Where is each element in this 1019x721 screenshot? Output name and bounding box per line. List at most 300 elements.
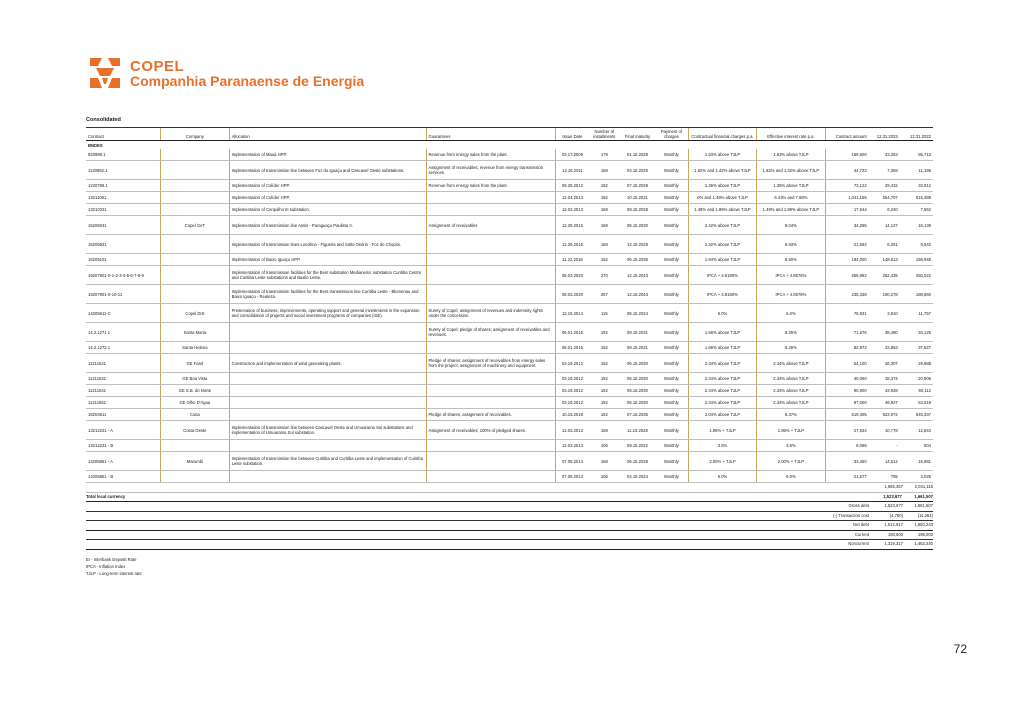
company-cell	[161, 266, 229, 285]
balance-2023-cell: 14,127	[869, 216, 900, 235]
allocation-cell: Preservation of business, improvements, operating support and general investments in the expansion and consolidation of projects and social investment programs of companies (ISE).	[229, 304, 426, 323]
guarantees-cell: Pledge of shares; assignment of receivables.	[426, 409, 556, 421]
balance-2022-cell: 11,757	[900, 304, 933, 323]
allocation-cell: Implementation of transmission line between Foz do Iguaçu and Cascavel Oeste substations.	[229, 161, 426, 180]
contractual-charges-cell: 6.0%	[688, 471, 756, 483]
installments-cell: 192	[589, 373, 620, 385]
subtotal-2022: 2,041,116	[914, 484, 933, 489]
summary-2023: (4,760)	[889, 512, 903, 518]
allocation-cell: Implementation of transmission line between Curitiba and Curitiba Leste and implementation of Curitiba Leste substation.	[229, 452, 426, 471]
payment-cell: Monthly	[655, 180, 688, 192]
summary-label: Net debt	[853, 522, 869, 527]
balance-2022-cell: 16,981	[900, 452, 933, 471]
copel-logo	[88, 56, 365, 92]
company-cell: Copel GeT	[161, 216, 229, 235]
contract-amount-cell: 17,644	[825, 204, 869, 216]
contract-cell: 14205611-C	[86, 304, 161, 323]
allocation-cell: Implementation of Mauá HPP.	[229, 149, 426, 161]
contract-amount-cell: 27,634	[825, 421, 869, 440]
balance-2023-cell: 18,374	[869, 373, 900, 385]
guarantees-cell	[426, 373, 556, 385]
installments-cell: 192	[589, 397, 620, 409]
balance-2023-cell: 523,972	[869, 409, 900, 421]
installments-cell: 192	[589, 254, 620, 266]
balance-2023-cell: 33,863	[869, 342, 900, 354]
table-row	[86, 409, 933, 421]
company-cell: Santa Maria	[161, 323, 229, 342]
final-maturity-cell: 08.15.2028	[620, 204, 655, 216]
guarantees-cell	[426, 397, 556, 409]
guarantees-cell	[426, 285, 556, 304]
table-row	[86, 471, 933, 483]
section-row	[86, 141, 933, 150]
allocation-cell	[229, 471, 426, 483]
balance-2023-cell: 755	[869, 471, 900, 483]
issue-date-cell: 12.03.2013	[556, 204, 589, 216]
summary-label: Current	[855, 531, 869, 537]
header-payment-charges: Payment of charges	[655, 128, 688, 141]
payment-cell: Monthly	[655, 149, 688, 161]
final-maturity-cell: 06.15.2030	[620, 354, 655, 373]
final-maturity-cell: 08.15.2031	[620, 342, 655, 354]
header-issue-date: Issue Date	[556, 128, 589, 141]
contract-amount-cell: 40,050	[825, 373, 869, 385]
contract-cell: 15205921	[86, 235, 161, 254]
payment-cell: Monthly	[655, 471, 688, 483]
issue-date-cell: 09.28.2012	[556, 180, 589, 192]
table-row	[86, 192, 933, 204]
final-maturity-cell: 04.15.2026	[620, 161, 655, 180]
effective-rate-cell: 2.34% above TJLP	[757, 397, 825, 409]
contract-amount-cell: 90,900	[825, 385, 869, 397]
table-row	[86, 149, 933, 161]
payment-cell: Monthly	[655, 397, 688, 409]
issue-date-cell: 12.03.2013	[556, 440, 589, 452]
table-row	[86, 254, 933, 266]
subtotal-row	[86, 483, 933, 493]
company-cell	[161, 440, 229, 452]
payment-cell: Monthly	[655, 161, 688, 180]
installments-cell: 106	[589, 440, 620, 452]
payment-cell: Monthly	[655, 323, 688, 342]
balance-2023-cell: 190,278	[869, 285, 900, 304]
contract-cell: 14205851 - A	[86, 452, 161, 471]
company-cell: GE Olho D'Água	[161, 397, 229, 409]
contract-cell: 14.2.1272.1	[86, 342, 161, 354]
contractual-charges-cell: 1.49% and 1.89% above TJLP	[688, 204, 756, 216]
company-cell: Santa Helena	[161, 342, 229, 354]
payment-cell: Monthly	[655, 354, 688, 373]
company-cell	[161, 235, 229, 254]
final-maturity-cell: 06.15.2029	[620, 452, 655, 471]
contractual-charges-cell: 1.66% above TJLP	[688, 342, 756, 354]
total-2023: 1,523,677	[883, 493, 902, 499]
final-maturity-cell: 06.15.2030	[620, 385, 655, 397]
summary-2022: (11,264)	[917, 512, 933, 518]
summary-2022: 1,452,240	[914, 541, 933, 546]
allocation-cell: Implementation of transmission line between Cascavel Oeste and Umuarama Sul substations and implementation of Umuarama Sul substation.	[229, 421, 426, 440]
issue-date-cell: 08.03.2020	[556, 266, 589, 285]
balance-2023-cell: 29,432	[869, 180, 900, 192]
table-row	[86, 285, 933, 304]
contract-amount-cell: 21,584	[825, 235, 869, 254]
balance-2023-cell: 262,435	[869, 266, 900, 285]
summary-row	[86, 502, 933, 512]
table-row	[86, 204, 933, 216]
header-installments: Number of installments	[589, 128, 620, 141]
contract-amount-cell: 75,931	[825, 304, 869, 323]
table-row	[86, 323, 933, 342]
final-maturity-cell: 07.15.2035	[620, 409, 655, 421]
summary-2023: 1,512,917	[884, 522, 903, 527]
payment-cell: Monthly	[655, 440, 688, 452]
allocation-cell: Implementation of Colíder HPP.	[229, 180, 426, 192]
bndes-loans-table	[86, 128, 933, 483]
final-maturity-cell: 01.15.2028	[620, 149, 655, 161]
payment-cell: Monthly	[655, 192, 688, 204]
guarantees-cell: Assignment of receivables; 100% of pledged shares.	[426, 421, 556, 440]
contractual-charges-cell: 1.63% above TJLP	[688, 149, 756, 161]
contractual-charges-cell: 2.00% + TJLP	[688, 452, 756, 471]
company-cell	[161, 161, 229, 180]
balance-2022-cell: 53,519	[900, 397, 933, 409]
table-body	[86, 141, 933, 483]
effective-rate-cell: 2.34% above TJLP	[757, 385, 825, 397]
balance-2023-cell: 38,490	[869, 323, 900, 342]
guarantees-cell	[426, 254, 556, 266]
allocation-cell: Implementation of transmission lines Londrina - Figueira and Salto Osório - Foz do Chopim.	[229, 235, 426, 254]
issue-date-cell: 03.17.2009	[556, 149, 589, 161]
installments-cell: 168	[589, 235, 620, 254]
table-row	[86, 304, 933, 323]
section-label: BNDES	[88, 142, 103, 148]
guarantees-cell: Assignment of receivables	[426, 216, 556, 235]
summary-2023: 193,600	[887, 531, 903, 537]
contract-amount-cell: 9,086	[825, 440, 869, 452]
balance-2023-cell: 10,778	[869, 421, 900, 440]
balance-2023-cell: 7,369	[869, 161, 900, 180]
contractual-charges-cell: 1.66% above TJLP	[688, 323, 756, 342]
guarantees-cell	[426, 440, 556, 452]
subtotal-2023: 1,655,367	[884, 484, 903, 489]
balance-2022-cell: 188,860	[900, 285, 933, 304]
header-contract: Contract	[86, 128, 161, 141]
table-row	[86, 161, 933, 180]
payment-cell: Monthly	[655, 204, 688, 216]
company-cell: Marumbi	[161, 452, 229, 471]
installments-cell: 270	[589, 266, 620, 285]
company-cell: GE S.B. do Norte	[161, 385, 229, 397]
final-maturity-cell: 06.15.2035	[620, 254, 655, 266]
contract-cell: 13211061	[86, 192, 161, 204]
contract-cell: 820989.1	[86, 149, 161, 161]
final-maturity-cell: 06.15.2030	[620, 216, 655, 235]
contractual-charges-cell: 2.34% above TJLP	[688, 373, 756, 385]
contract-amount-cell: 34,265	[825, 216, 869, 235]
contract-amount-cell: 44,723	[825, 161, 869, 180]
balance-2022-cell: 37,627	[900, 342, 933, 354]
issue-date-cell: 06.01.2015	[556, 323, 589, 342]
installments-cell: 168	[589, 452, 620, 471]
payment-cell: Monthly	[655, 235, 688, 254]
company-cell: Costa Oeste	[161, 421, 229, 440]
company-cell: GE Boa Vista	[161, 373, 229, 385]
summary-row	[86, 512, 933, 522]
contract-amount-cell: 235,338	[825, 285, 869, 304]
issue-date-cell: 03.19.2012	[556, 373, 589, 385]
balance-2022-cell: 33,812	[900, 180, 933, 192]
balance-2022-cell: 3,026	[900, 471, 933, 483]
effective-rate-cell: 6.0%	[757, 304, 825, 323]
contractual-charges-cell: 2.32% above TJLP	[688, 235, 756, 254]
contract-amount-cell: 82,973	[825, 342, 869, 354]
installments-cell: 267	[589, 285, 620, 304]
header-effective-rate: Effective interest rate p.a.	[757, 128, 825, 141]
balance-2022-cell: 615,388	[900, 192, 933, 204]
final-maturity-cell: 09.15.2022	[620, 440, 655, 452]
balance-2022-cell: 545,337	[900, 409, 933, 421]
loans-table-sheet	[86, 117, 933, 577]
balance-2023-cell: 46,927	[869, 397, 900, 409]
contract-amount-cell: 73,122	[825, 180, 869, 192]
guarantees-cell: Revenue from energy sales from the plant.	[426, 149, 556, 161]
contractual-charges-cell: 2.34% above TJLP	[688, 385, 756, 397]
effective-rate-cell: 8.26%	[757, 323, 825, 342]
guarantees-cell	[426, 204, 556, 216]
effective-rate-cell: 6.0%	[757, 471, 825, 483]
payment-cell: Monthly	[655, 342, 688, 354]
header-final-maturity: Final maturity	[620, 128, 655, 141]
balance-2023-cell: 26,307	[869, 354, 900, 373]
issue-date-cell: 03.19.2012	[556, 385, 589, 397]
summary-2023: 1,523,677	[884, 503, 903, 508]
balance-2022-cell: 158,948	[900, 254, 933, 266]
header-allocation: Allocation	[229, 128, 426, 141]
allocation-cell: Implementation of transmission line Assis - Paraguaçu Paulista II.	[229, 216, 426, 235]
installments-cell: 192	[589, 323, 620, 342]
contract-amount-cell: 1,041,155	[825, 192, 869, 204]
header-2022: 12.31.2022	[900, 128, 933, 141]
final-maturity-cell: 11.15.2028	[620, 421, 655, 440]
totals-block	[86, 483, 933, 550]
effective-rate-cell: 2.34% above TJLP	[757, 373, 825, 385]
final-maturity-cell: 08.15.2031	[620, 323, 655, 342]
issue-date-cell: 03.19.2012	[556, 397, 589, 409]
summary-2022: 1,650,243	[914, 522, 933, 527]
payment-cell: Monthly	[655, 285, 688, 304]
effective-rate-cell: 8.37%	[757, 409, 825, 421]
balance-2022-cell: 11,186	[900, 161, 933, 180]
summary-row	[86, 521, 933, 531]
issue-date-cell: 03.19.2012	[556, 354, 589, 373]
payment-cell: Monthly	[655, 409, 688, 421]
balance-2022-cell: 9,542	[900, 235, 933, 254]
payment-cell: Monthly	[655, 373, 688, 385]
contract-amount-cell: 169,500	[825, 149, 869, 161]
company-cell	[161, 192, 229, 204]
table-title: Consolidated	[86, 117, 933, 128]
header-contractual-charges: Contractual financial charges p.a.	[688, 128, 756, 141]
balance-2022-cell: 12,843	[900, 421, 933, 440]
allocation-cell: Implementation of Cerquilho III substation.	[229, 204, 426, 216]
guarantees-cell	[426, 385, 556, 397]
balance-2023-cell: 6,240	[869, 204, 900, 216]
balance-2022-cell: 16,139	[900, 216, 933, 235]
header-guarantees: Guarantees	[426, 128, 556, 141]
final-maturity-cell: 07.15.2029	[620, 180, 655, 192]
installments-cell: 192	[589, 192, 620, 204]
contract-cell: 11211521	[86, 354, 161, 373]
summary-row	[86, 540, 933, 550]
guarantees-cell: Pledge of shares; assignment of receivables from energy sales from the project; assignment of machinery and equipment.	[426, 354, 556, 373]
issue-date-cell: 12.28.2015	[556, 235, 589, 254]
contractual-charges-cell: 2.42% above TJLP	[688, 216, 756, 235]
company-cell	[161, 204, 229, 216]
company-cell	[161, 254, 229, 266]
installments-cell: 192	[589, 354, 620, 373]
table-row	[86, 180, 933, 192]
contract-cell: 1220768.1	[86, 180, 161, 192]
issue-date-cell: 07.08.2014	[556, 471, 589, 483]
footnote-tjlp: TJLP - Long-term interest rate	[86, 570, 142, 576]
installments-cell: 168	[589, 216, 620, 235]
payment-cell: Monthly	[655, 304, 688, 323]
company-cell: Cutia	[161, 409, 229, 421]
table-row	[86, 452, 933, 471]
payment-cell: Monthly	[655, 385, 688, 397]
installments-cell: 168	[589, 421, 620, 440]
contract-amount-cell: 33,460	[825, 452, 869, 471]
installments-cell: 192	[589, 409, 620, 421]
final-maturity-cell: 06.15.2024	[620, 304, 655, 323]
effective-rate-cell: 1.49% and 1.89% above TJLP	[757, 204, 825, 216]
contractual-charges-cell: IPCA + 4.8180%	[688, 266, 756, 285]
balance-2023-cell: 43,263	[869, 149, 900, 161]
issue-date-cell: 12.28.2015	[556, 216, 589, 235]
balance-2023-cell: 14,512	[869, 452, 900, 471]
contract-cell: 13212221 - A	[86, 421, 161, 440]
table-row	[86, 385, 933, 397]
effective-rate-cell: 2.00% + TJLP	[757, 452, 825, 471]
balance-2022-cell: 504	[900, 440, 933, 452]
payment-cell: Monthly	[655, 421, 688, 440]
brand-full-name: Companhia Paranaense de Energia	[130, 73, 365, 89]
installments-cell: 106	[589, 471, 620, 483]
balance-2022-cell: 20,906	[900, 373, 933, 385]
brand-name: COPEL	[130, 58, 185, 75]
guarantees-cell: Assignment of receivables; revenue from energy transmission services.	[426, 161, 556, 180]
guarantees-cell	[426, 471, 556, 483]
table-row	[86, 216, 933, 235]
final-maturity-cell: 12.15.2043	[620, 266, 655, 285]
allocation-cell: Implementation of Baixo Iguaçu HPP.	[229, 254, 426, 266]
issue-date-cell: 06.01.2015	[556, 342, 589, 354]
allocation-cell: Implementation of transmission facilities for the Bent transmission line Curitiba Leste - Blumenau and Baixo Iguaçu - Realeza.	[229, 285, 426, 304]
effective-rate-cell: IPCA + 4.8578%	[757, 285, 825, 304]
contract-cell: 15206041	[86, 216, 161, 235]
final-maturity-cell: 04.15.2024	[620, 471, 655, 483]
contract-cell: 14.2.1271.1	[86, 323, 161, 342]
summary-label: Gross debt	[848, 503, 869, 508]
contractual-charges-cell: 2.34% above TJLP	[688, 354, 756, 373]
table-row	[86, 342, 933, 354]
contract-cell: 18205101	[86, 254, 161, 266]
effective-rate-cell: 6.43% and 7.68%	[757, 192, 825, 204]
effective-rate-cell: 2.34% above TJLP	[757, 354, 825, 373]
total-label: Total local currency	[86, 493, 126, 499]
issue-date-cell: 10.15.2018	[556, 409, 589, 421]
table-row	[86, 354, 933, 373]
installments-cell: 115	[589, 304, 620, 323]
effective-rate-cell: 1.82% and 1.42% above TJLP	[757, 161, 825, 180]
balance-2022-cell: 29,888	[900, 354, 933, 373]
company-cell	[161, 180, 229, 192]
footnote-ipca: IPCA - Inflation Index	[86, 563, 126, 569]
effective-rate-cell: 3.5%	[757, 440, 825, 452]
copel-logo-icon	[88, 56, 122, 90]
issue-date-cell: 12.03.2013	[556, 421, 589, 440]
balance-2023-cell: 3,910	[869, 304, 900, 323]
issue-date-cell: 12.16.2011	[556, 161, 589, 180]
issue-date-cell: 12.15.2014	[556, 304, 589, 323]
contract-cell: 11211531	[86, 373, 161, 385]
page-number: 72	[953, 642, 967, 656]
contract-cell: 11211551	[86, 397, 161, 409]
guarantees-cell: Revenue from energy sales from the plant.	[426, 180, 556, 192]
balance-2023-cell: 148,613	[869, 254, 900, 266]
allocation-cell	[229, 409, 426, 421]
payment-cell: Monthly	[655, 216, 688, 235]
contract-amount-cell: 97,000	[825, 397, 869, 409]
allocation-cell: Implementation of Colíder HPP.	[229, 192, 426, 204]
final-maturity-cell: 10.15.2031	[620, 192, 655, 204]
contract-cell: 13210331	[86, 204, 161, 216]
total-local-currency-row	[86, 493, 933, 503]
allocation-cell	[229, 342, 426, 354]
header-contract-amount: Contract amount	[825, 128, 869, 141]
table-row	[86, 421, 933, 440]
header-company: Company	[161, 128, 229, 141]
header-row	[86, 128, 933, 141]
installments-cell: 179	[589, 149, 620, 161]
contractual-charges-cell: 1.95% + TJLP	[688, 421, 756, 440]
contract-cell: 18204611	[86, 409, 161, 421]
balance-2023-cell: 554,707	[869, 192, 900, 204]
company-cell	[161, 471, 229, 483]
balance-2023-cell: 8,261	[869, 235, 900, 254]
contract-amount-cell: 619,405	[825, 409, 869, 421]
allocation-cell	[229, 440, 426, 452]
footnotes	[86, 556, 933, 577]
allocation-cell	[229, 323, 426, 342]
final-maturity-cell: 06.15.2030	[620, 397, 655, 409]
effective-rate-cell: IPCA + 4.8578%	[757, 266, 825, 285]
contract-amount-cell: 21,577	[825, 471, 869, 483]
balance-2022-cell: 55,713	[900, 149, 933, 161]
issue-date-cell: 11.22.2018	[556, 254, 589, 266]
table-row	[86, 266, 933, 285]
header-2023: 12.31.2023	[869, 128, 900, 141]
contractual-charges-cell: 1.36% above TJLP	[688, 180, 756, 192]
contract-amount-cell: 256,982	[825, 266, 869, 285]
company-cell: Copel DIS	[161, 304, 229, 323]
effective-rate-cell: 8.26%	[757, 342, 825, 354]
table-row	[86, 235, 933, 254]
contract-cell: 13212221 - B	[86, 440, 161, 452]
footnote-ei: EI - Interbank Deposit Rate	[86, 556, 137, 562]
installments-cell: 168	[589, 204, 620, 216]
contract-cell: 19207901-0-1-2-3-4-5-6-7-8-9	[86, 266, 161, 285]
